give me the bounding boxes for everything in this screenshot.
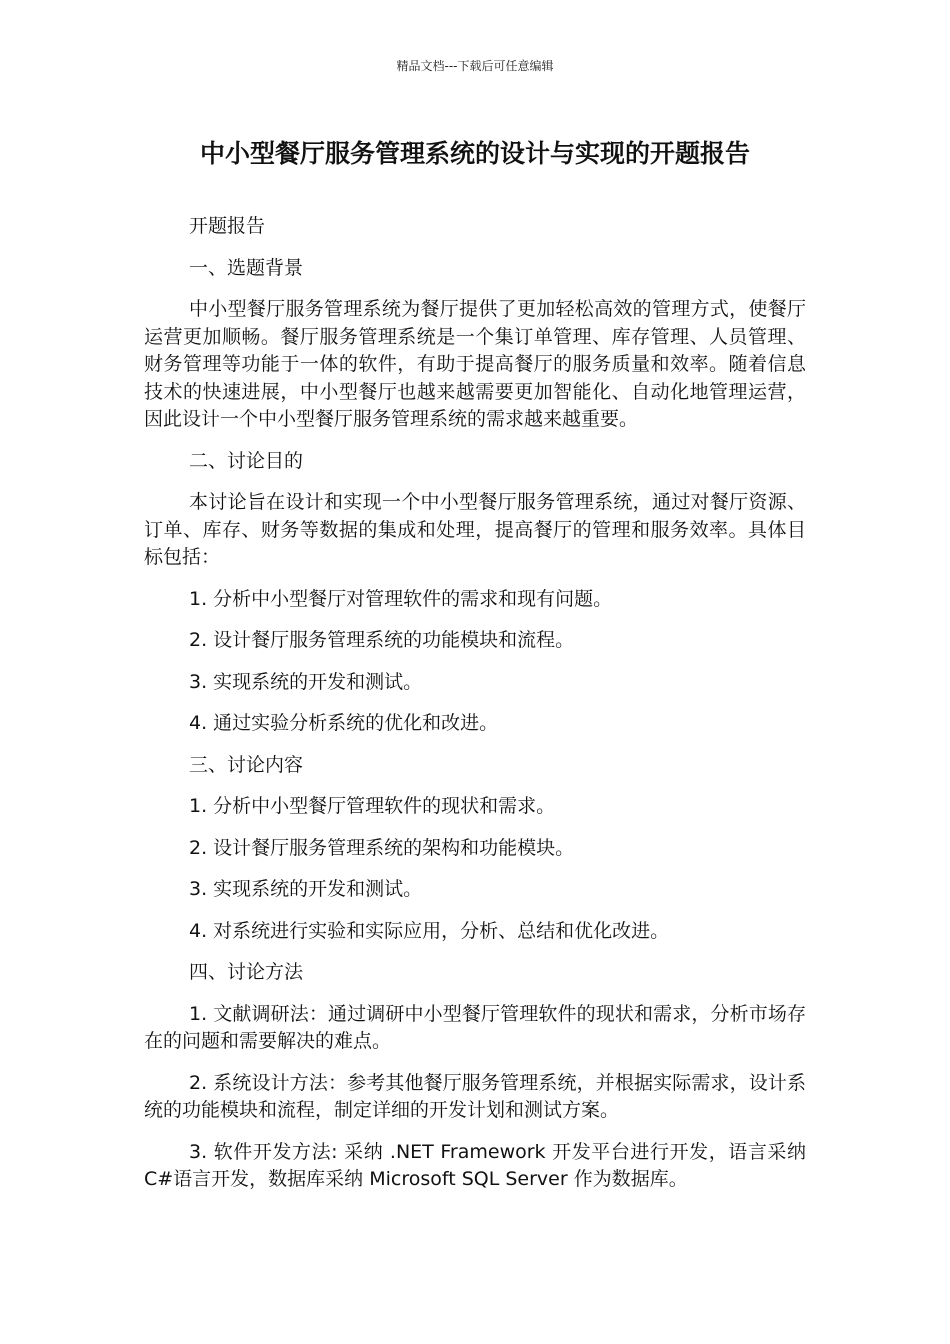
list-item-method-1: 1. 文献调研法：通过调研中小型餐厅管理软件的现状和需求，分析市场存在的问题和需要解决的难点。: [144, 1002, 806, 1052]
section-heading-background: 一、选题背景: [189, 256, 304, 279]
list-item-purpose-4: 4. 通过实验分析系统的优化和改进。: [189, 712, 499, 734]
list-item-purpose-1: 1. 分析中小型餐厅对管理软件的需求和现有问题。: [189, 587, 613, 610]
section-heading-content: 三、讨论内容: [189, 753, 304, 776]
header-note: 精品文档---下载后可任意编辑: [396, 59, 554, 73]
document-title: 中小型餐厅服务管理系统的设计与实现的开题报告: [199, 139, 750, 168]
document-body: [144, 213, 806, 1208]
list-item-content-2: 2. 设计餐厅服务管理系统的架构和功能模块。: [189, 836, 575, 859]
list-item-content-4: 4. 对系统进行实验和实际应用，分析、总结和优化改进。: [189, 919, 670, 942]
list-item-method-2: 2. 系统设计方法：参考其他餐厅服务管理系统，并根据实际需求，设计系统的功能模块和流程，制定详细的开发计划和测试方案。: [144, 1071, 806, 1121]
list-item-purpose-3: 3. 实现系统的开发和测试。: [189, 670, 423, 693]
section-heading-purpose: 二、讨论目的: [189, 449, 304, 472]
paragraph-background: 中小型餐厅服务管理系统为餐厅提供了更加轻松高效的管理方式，使餐厅运营更加顺畅。餐厅服务管理系统是一个集订单管理、库存管理、人员管理、财务管理等功能于一体的软件，有助于提高餐厅的服务质量和效率。随着信息技术的快速进展，中小型餐厅也越来越需要更加智能化、自动化地管理运营，因此设计一个中小型餐厅服务管理系统的需求越来越重要。: [144, 298, 806, 430]
list-item-purpose-2: 2. 设计餐厅服务管理系统的功能模块和流程。: [189, 629, 575, 651]
list-item-method-3: 3. 软件开发方法: 采纳 .NET Framework 开发平台进行开发，语言采纳 C#语言开发，数据库采纳 Microsoft SQL Server 作为数据库。: [144, 1140, 806, 1190]
list-item-content-3: 3. 实现系统的开发和测试。: [189, 878, 423, 900]
section-heading-method: 四、讨论方法: [189, 961, 304, 983]
section-heading-report: 开题报告: [189, 215, 266, 237]
list-item-content-1: 1. 分析中小型餐厅管理软件的现状和需求。: [189, 795, 556, 817]
paragraph-purpose: 本讨论旨在设计和实现一个中小型餐厅服务管理系统，通过对餐厅资源、订单、库存、财务等数据的集成和处理，提高餐厅的管理和服务效率。具体目标包括：: [144, 491, 806, 568]
